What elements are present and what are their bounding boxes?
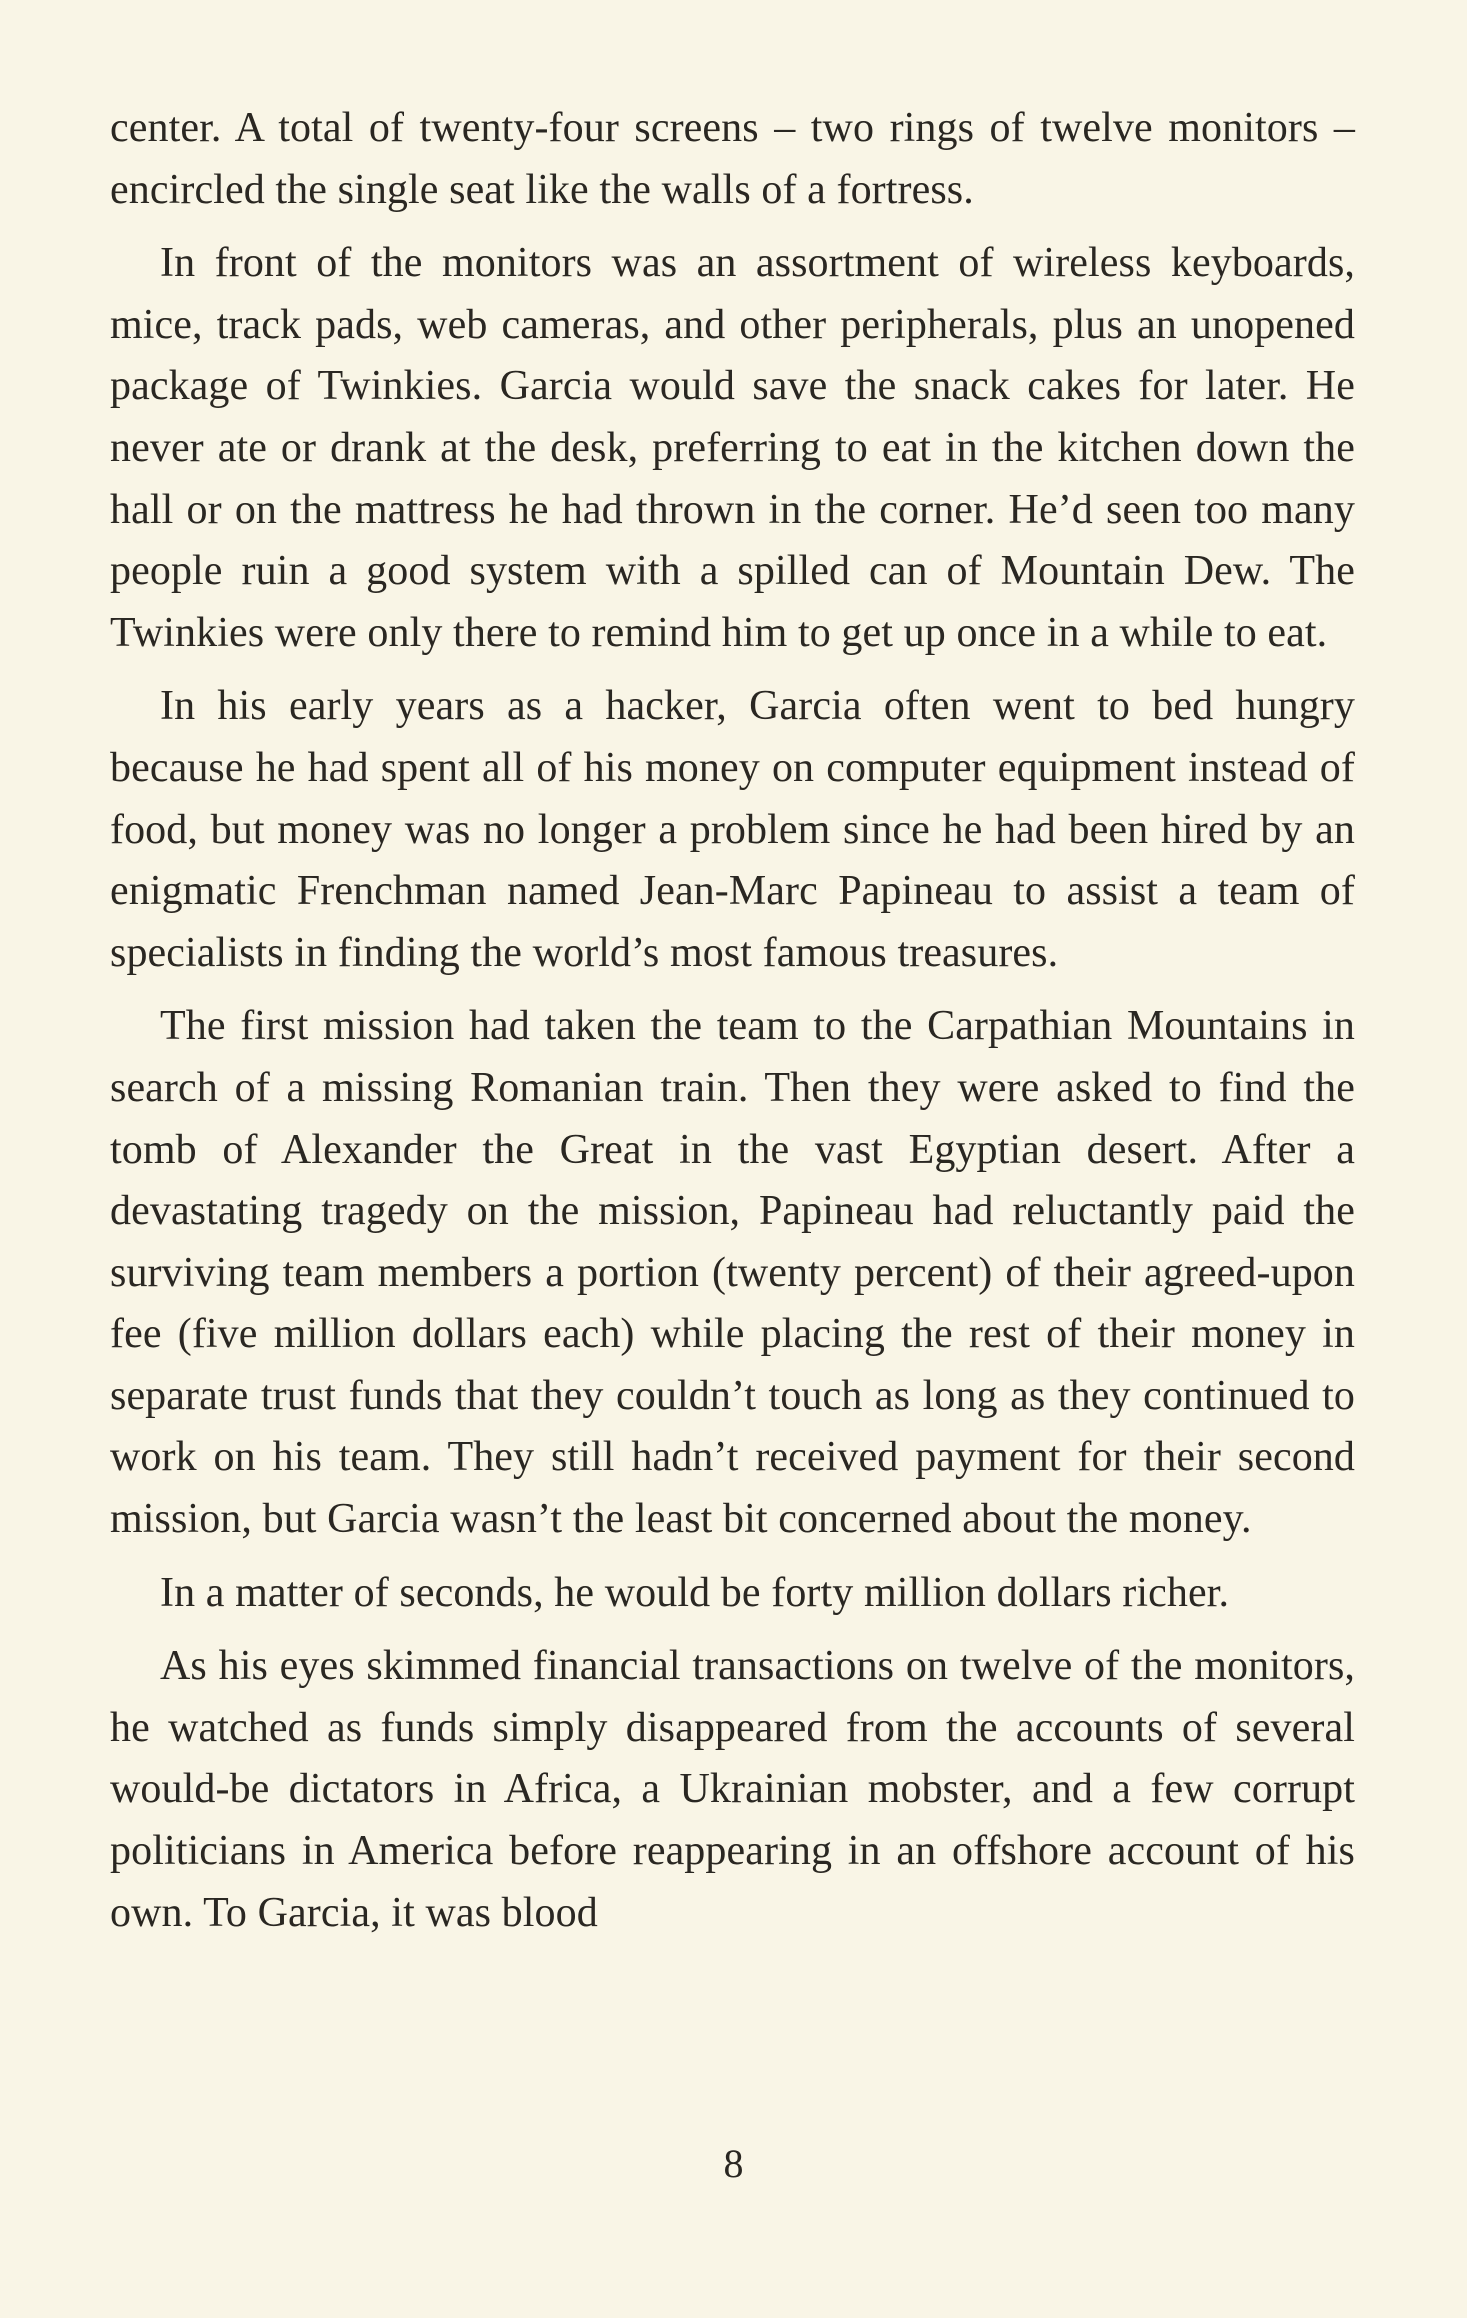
page-body xyxy=(110,98,1355,1944)
paragraph-6: As his eyes skimmed financial transactions on twelve of the monitors, he watched as funds simply disappeared from the accounts of several would-be dictators in Africa, a Ukrainian mobster, and a few corrupt politicians in America before reappearing in an offshore account of his own. To Garcia, it was blood xyxy=(110,1643,1355,1936)
paragraph-5: In a matter of seconds, he would be forty million dollars richer. xyxy=(160,1569,1230,1616)
paragraph-3: In his early years as a hacker, Garcia often went to bed hungry because he had spent all of his money on computer equipment instead of food, but money was no longer a problem since he had been hired by an enigmatic Frenchman named Jean-Marc Papineau to assist a team of specialists in finding the world’s most famous treasures. xyxy=(110,683,1355,976)
paragraph-1: center. A total of twenty-four screens – two rings of twelve monitors – encircled the single seat like the walls of a fortress. xyxy=(110,105,1355,213)
paragraph-2: In front of the monitors was an assortment of wireless keyboards, mice, track pads, web cameras, and other peripherals, plus an unopened package of Twinkies. Garcia would save the snack cakes for later. He never ate or drank at the desk, preferring to eat in the kitchen down the hall or on the mattress he had thrown in the corner. He’d seen too many people ruin a good system with a spilled can of Mountain Dew. The Twinkies were only there to remind him to get up once in a while to eat. xyxy=(110,240,1355,656)
page-number: 8 xyxy=(723,2141,744,2186)
paragraph-4: The first mission had taken the team to the Carpathian Mountains in search of a missing Romanian train. Then they were asked to find the tomb of Alexander the Great in the vast Egyptian desert. After a devastating tragedy on the mission, Papineau had reluctantly paid the surviving team members a portion (twenty percent) of their agreed-upon fee (five million dollars each) while placing the rest of their money in separate trust funds that they couldn’t touch as long as they continued to work on his team. They still hadn’t received payment for their second mission, but Garcia wasn’t the least bit concerned about the money. xyxy=(110,1003,1355,1543)
